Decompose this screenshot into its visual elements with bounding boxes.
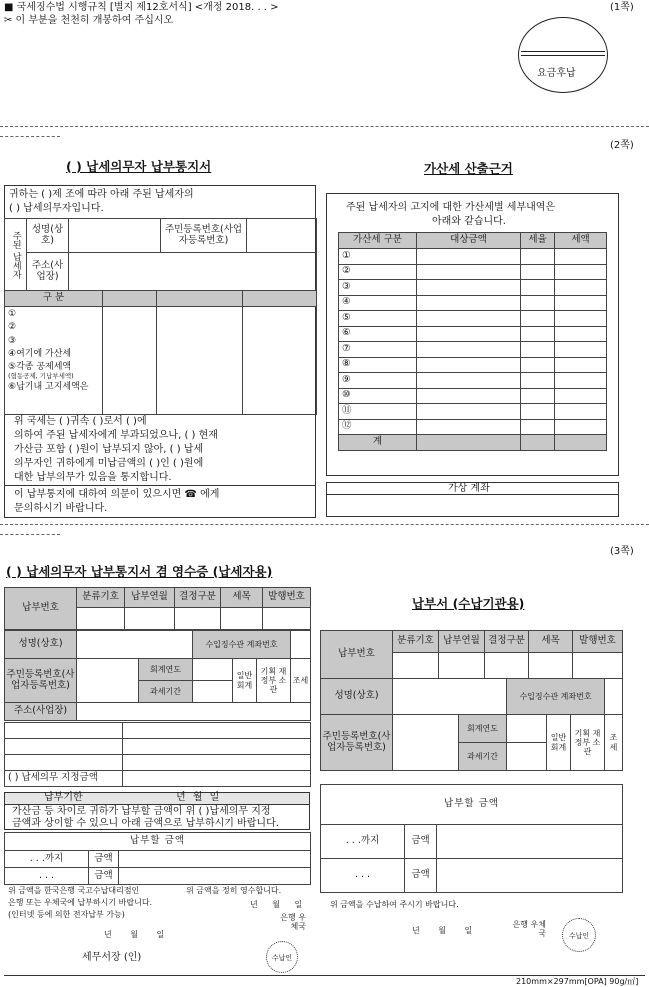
receipt-note-2: 금액과 상이할 수 있으니 아래 금액으로 납부하시기 바랍니다. — [12, 818, 279, 829]
tax-label: 조세 — [291, 659, 311, 703]
pf-fiscal-year-value — [507, 715, 547, 743]
pf-until-label: . . .까지 — [321, 825, 405, 859]
pf-fund-label: 기획 재정부 소관 — [571, 715, 605, 771]
penalty-row-index: ⑩ — [339, 388, 417, 404]
penalty-row-index: ⑤ — [339, 311, 417, 327]
penalty-total-cell — [555, 435, 607, 451]
notice-title: ( ) 납세의무자 납부통지서 — [66, 159, 212, 174]
account-value — [291, 631, 311, 659]
inquiry-line-2: 문의하시기 바랍니다. — [14, 503, 108, 514]
pf-amount-label: 금액 — [405, 825, 437, 859]
penalty-cell — [555, 373, 607, 389]
penalty-row — [339, 280, 607, 296]
pay-amount-label: 납부할 금액 — [5, 833, 311, 851]
code-header: 분류기호 — [77, 588, 125, 608]
address-label: 주소(사업장) — [27, 253, 69, 291]
receipt-title: ( ) 납세의무자 납부통지서 겸 영수증 (납세자용) — [6, 564, 273, 579]
notice-intro-1: 귀하는 ( )제 조에 따라 아래 주된 납세자의 — [9, 189, 194, 200]
penalty-cell — [555, 419, 607, 435]
divider — [4, 485, 316, 486]
pf-code-cell — [485, 653, 529, 679]
penalty-row-index: ④ — [339, 295, 417, 311]
code-header: 발행번호 — [263, 588, 311, 608]
amount-cell — [123, 755, 311, 771]
amount-cell — [5, 755, 123, 771]
amount-table — [4, 722, 311, 787]
page-number-1: (1쪽) — [610, 2, 634, 13]
penalty-row — [339, 419, 607, 435]
pf-general-account: 일반 회계 — [547, 715, 571, 771]
footer-line-1: 위 금액을 한국은행 국고수납대리점인 — [8, 886, 140, 895]
category-header: 구 분 — [5, 291, 103, 307]
pf-code-cell — [573, 653, 623, 679]
amount-label: 금액 — [89, 851, 119, 868]
penalty-cell — [521, 419, 555, 435]
code-cell — [221, 608, 263, 630]
penalty-cell — [555, 264, 607, 280]
pf-tax-period-value — [507, 743, 547, 771]
pf-amount-value — [437, 825, 623, 859]
fold-mark — [0, 534, 60, 535]
name-value — [69, 219, 161, 253]
penalty-row — [339, 357, 607, 373]
fiscal-year-label: 회계연도 — [139, 659, 193, 681]
category-cell — [103, 307, 157, 415]
pf-regno-label: 주민등록번호(사업자등록번호) — [321, 715, 393, 771]
amount-value — [119, 851, 311, 868]
penalty-row-index: ⑧ — [339, 357, 417, 373]
penalty-row-index: ⑪ — [339, 404, 417, 420]
amount-cell — [5, 723, 123, 739]
regno-label: 주민등록번호(사업자등록번호) — [161, 219, 247, 253]
penalty-cell — [521, 388, 555, 404]
notice-body-line: 의하여 주된 납세자에게 부과되었으나, ( ) 현재 — [14, 430, 218, 441]
penalty-cell — [555, 404, 607, 420]
receipt-regno-value — [77, 659, 139, 703]
general-account: 일반 회계 — [233, 659, 257, 703]
penalty-row-index: ③ — [339, 280, 417, 296]
pf-payno-label: 납부번호 — [321, 631, 393, 679]
receipt-regno-label: 주민등록번호(사업자등록번호) — [5, 659, 77, 703]
category-item: ⑥납기내 고지세액은 — [8, 382, 89, 393]
code-header: 결정구분 — [175, 588, 221, 608]
penalty-cell — [555, 280, 607, 296]
receipt-address-label: 주소(사업장) — [5, 703, 77, 721]
penalty-row-index: ⑦ — [339, 342, 417, 358]
penalty-total-cell — [521, 435, 555, 451]
penalty-row-index: ② — [339, 264, 417, 280]
category-col — [103, 291, 157, 307]
penalty-cell — [521, 342, 555, 358]
notice-body-line: 대한 납부의무가 있음을 통지합니다. — [14, 472, 172, 483]
category-item: ② — [8, 322, 17, 333]
pf-name-label: 성명(상호) — [321, 679, 393, 715]
category-cell — [243, 307, 317, 415]
penalty-cell — [417, 249, 521, 265]
notice-body-line: 의무자인 귀하에게 미납금액의 ( )인 ( )원에 — [14, 458, 204, 469]
pf-amount-label: 금액 — [405, 859, 437, 893]
penalty-total-row — [339, 435, 607, 451]
pf-name-value — [393, 679, 507, 715]
designated-amount-value — [123, 771, 311, 787]
code-cell — [175, 608, 221, 630]
receipt-confirm: 위 금액을 정히 영수합니다. — [186, 886, 282, 895]
pf-amount-value — [437, 859, 623, 893]
dots-label: . . . — [5, 868, 89, 885]
penalty-cell — [521, 357, 555, 373]
pf-tax-period-label: 과세기간 — [459, 743, 507, 771]
receipt-ymd-2: 년 월 일 — [104, 930, 173, 939]
account-label: 수입징수관 계좌번호 — [193, 631, 291, 659]
penalty-cell — [417, 342, 521, 358]
penalty-row — [339, 249, 607, 265]
pf-code-header: 납부연월 — [439, 631, 485, 653]
penalty-intro-1: 주된 납세자의 고지에 대한 가산세별 세부내역은 — [346, 202, 556, 213]
designated-amount-label: ( ) 납세의무 지정금액 — [5, 771, 123, 787]
penalty-col-rate: 세율 — [521, 233, 555, 249]
receipt-address-value — [77, 703, 311, 721]
category-item: ③ — [8, 335, 17, 346]
penalty-row-index: ⑫ — [339, 419, 417, 435]
penalty-col-amount: 세액 — [555, 233, 607, 249]
footer-divider — [4, 975, 645, 976]
penalty-col-type: 가산세 구분 — [339, 233, 417, 249]
code-header: 세목 — [221, 588, 263, 608]
category-item: (협동공제, 기납부세액) — [8, 371, 74, 380]
penalty-cell — [555, 295, 607, 311]
pf-code-header: 발행번호 — [573, 631, 623, 653]
receipt-info-table — [4, 630, 311, 721]
tax-period-value — [193, 681, 233, 703]
code-header: 납부연월 — [125, 588, 175, 608]
pay-amount-table — [4, 832, 311, 885]
penalty-cell — [417, 295, 521, 311]
footer-line-2: 은행 또는 우체국에 납부하시기 바랍니다. — [8, 898, 153, 907]
pf-pay-amount-label: 납부할 금액 — [321, 785, 623, 825]
penalty-table — [338, 232, 607, 451]
category-cell — [157, 307, 243, 415]
penalty-row — [339, 326, 607, 342]
postage-stamp-circle — [518, 17, 608, 93]
penalty-row — [339, 295, 607, 311]
payno-label: 납부번호 — [5, 588, 77, 630]
receipt-stamp: 수납인 — [266, 941, 298, 973]
category-col — [243, 291, 317, 307]
penalty-cell — [417, 280, 521, 296]
pf-ymd: 년 월 일 — [412, 926, 481, 935]
notice-intro-2: ( ) 납세의무자입니다. — [9, 203, 104, 214]
postage-label: 요금후납 — [537, 68, 576, 79]
penalty-cell — [521, 404, 555, 420]
pf-amount-table — [320, 784, 623, 893]
penalty-cell — [555, 342, 607, 358]
taxpayer-side-label: 주된 납세자 — [5, 219, 27, 291]
penalty-cell — [555, 388, 607, 404]
pf-regno-value — [393, 715, 459, 771]
penalty-cell — [555, 357, 607, 373]
penalty-row — [339, 264, 607, 280]
amount-cell — [123, 723, 311, 739]
page-number-3: (3쪽) — [610, 546, 634, 557]
pf-code-header: 결정구분 — [485, 631, 529, 653]
notice-body-line: 위 국세는 ( )귀속 ( )로서 ( )에 — [14, 416, 147, 427]
pf-dots-label: . . . — [321, 859, 405, 893]
penalty-row — [339, 373, 607, 389]
amount-label: 금액 — [89, 868, 119, 885]
penalty-row — [339, 311, 607, 327]
receipt-table — [4, 587, 311, 630]
pf-code-header: 분류기호 — [393, 631, 439, 653]
tax-period-label: 과세기간 — [139, 681, 193, 703]
penalty-cell — [417, 326, 521, 342]
regno-value — [247, 219, 317, 253]
code-cell — [125, 608, 175, 630]
address-value — [69, 253, 317, 291]
amount-cell — [123, 739, 311, 755]
penalty-intro-2: 아래와 같습니다. — [432, 216, 506, 227]
penalty-cell — [521, 249, 555, 265]
pf-bank-post: 은행 우체국 — [512, 920, 546, 939]
pf-request-line: 위 금액을 수납하여 주시기 바랍니다. — [330, 900, 459, 909]
penalty-total-cell — [417, 435, 521, 451]
penalty-total-label: 계 — [339, 435, 417, 451]
amount-value — [119, 868, 311, 885]
penalty-cell — [555, 326, 607, 342]
due-label: 납부기한 — [44, 792, 83, 803]
pf-code-header: 세목 — [529, 631, 573, 653]
receipt-ymd-1: 년 월 일 — [250, 900, 309, 909]
bank-post-1: 은행 우체국 — [280, 913, 306, 932]
category-item: ⑤각종 공제세액 — [8, 362, 72, 373]
penalty-cell — [417, 388, 521, 404]
penalty-cell — [521, 280, 555, 296]
due-date: 년 월 일 — [176, 792, 222, 803]
receipt-name-label: 성명(상호) — [5, 631, 77, 659]
category-item: ① — [8, 309, 17, 319]
penalty-row-index: ⑨ — [339, 373, 417, 389]
penalty-title: 가산세 산출근거 — [424, 161, 513, 176]
penalty-cell — [521, 264, 555, 280]
penalty-col-base: 대상금액 — [417, 233, 521, 249]
pf-code-cell — [393, 653, 439, 679]
penalty-cell — [521, 326, 555, 342]
fold-mark — [0, 136, 60, 137]
footer-line-3: (인터넷 등에 의한 전자납부 가능) — [8, 910, 125, 919]
code-cell — [263, 608, 311, 630]
payment-form-title: 납부서 (수납기관용) — [412, 596, 525, 611]
penalty-cell — [521, 373, 555, 389]
until-label: . . .까지 — [5, 851, 89, 868]
penalty-row — [339, 404, 607, 420]
paper-spec: 210mm×297mm[OPA] 90g/㎡] — [516, 977, 639, 986]
pf-fiscal-year-label: 회계연도 — [459, 715, 507, 743]
penalty-cell — [417, 264, 521, 280]
category-col — [157, 291, 243, 307]
name-label: 성명(상호) — [27, 219, 69, 253]
form-law-reference: ■ 국세징수법 시행규칙 [별지 제12호서식] <개정 2018. . . > — [4, 2, 279, 13]
penalty-cell — [417, 404, 521, 420]
penalty-cell — [417, 357, 521, 373]
open-instruction: ✂ 이 부분을 천천히 개봉하여 주십시오 — [4, 15, 174, 26]
virtual-account-label: 가상 계좌 — [448, 483, 490, 494]
tax-office-chief: 세무서장 (인) — [82, 952, 142, 963]
pf-tax-label: 조세 — [605, 715, 623, 771]
inquiry-line-1: 이 납부통지에 대하여 의문이 있으시면 ☎ 에게 — [14, 489, 220, 500]
notice-body-line: 가산금 포함 ( )원이 납부되지 않아, ( ) 납세 — [14, 444, 204, 455]
penalty-row — [339, 388, 607, 404]
receipt-note-1: 가산금 등 차이로 귀하가 납부할 금액이 위 ( )납세의무 지정 — [12, 806, 271, 817]
payment-table — [320, 630, 623, 679]
penalty-cell — [555, 249, 607, 265]
penalty-cell — [417, 373, 521, 389]
penalty-cell — [417, 311, 521, 327]
penalty-row-index: ⑥ — [339, 326, 417, 342]
fund-label: 기획 재정부 소관 — [257, 659, 291, 703]
penalty-cell — [521, 311, 555, 327]
penalty-row — [339, 342, 607, 358]
fiscal-year-value — [193, 659, 233, 681]
taxpayer-table — [4, 218, 317, 291]
page-number-2: (2쪽) — [610, 140, 634, 151]
receipt-name-value — [77, 631, 193, 659]
pf-stamp: 수납인 — [562, 918, 596, 952]
pf-code-cell — [439, 653, 485, 679]
pf-account-label: 수입징수관 계좌번호 — [507, 679, 605, 715]
category-item: ④여기에 가산세 — [8, 349, 72, 360]
payment-info-table — [320, 678, 623, 771]
category-table — [4, 290, 317, 415]
penalty-cell — [555, 311, 607, 327]
penalty-row-index: ① — [339, 249, 417, 265]
penalty-cell — [521, 295, 555, 311]
fold-line-1 — [0, 126, 649, 127]
pf-code-cell — [529, 653, 573, 679]
category-items — [5, 307, 103, 415]
penalty-cell — [417, 419, 521, 435]
fold-line-2 — [0, 524, 649, 525]
amount-cell — [5, 739, 123, 755]
code-cell — [77, 608, 125, 630]
pf-account-value — [605, 679, 623, 715]
